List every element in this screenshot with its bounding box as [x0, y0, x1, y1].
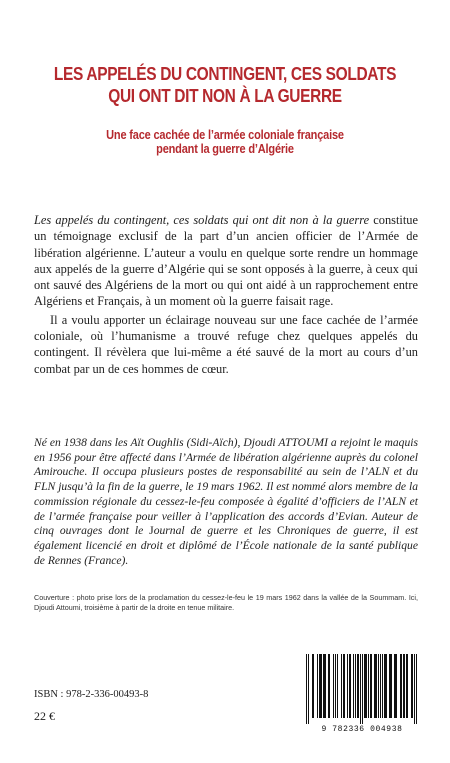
book-subtitle-line-1: Une face cachée de l’armée coloniale française — [106, 128, 344, 142]
barcode-bar — [328, 654, 330, 718]
barcode-bar — [382, 654, 383, 718]
bio-part-2: , il est également licencié en droit et diplômé de l’École nationale de la santé publique de Rennes (France). — [34, 524, 418, 567]
barcode-bar — [384, 654, 387, 718]
barcode-bar — [394, 654, 397, 718]
barcode-bar — [333, 654, 334, 718]
barcode-bar — [362, 654, 363, 724]
barcode-bar — [414, 654, 415, 724]
barcode-bar — [349, 654, 351, 718]
summary-paragraph-2: Il a voulu apporter un éclairage nouveau sur une face cachée de l’armée coloniale, où l’humanisme a trouvé refuge chez quelques appelés du contingent. Il révèlera que lui-même a été sauvé de la mort au cours d’un combat par un de ces hommes de cœur. — [34, 312, 418, 376]
barcode-bar — [357, 654, 359, 718]
bio-journal-initial: J — [149, 524, 154, 538]
author-biography — [34, 436, 418, 568]
barcode-bar — [306, 654, 307, 724]
barcode-bars-icon — [302, 654, 422, 724]
bio-chroniques-rest: hroniques de guerre — [284, 524, 384, 538]
bio-chroniques-initial: C — [276, 524, 285, 538]
barcode-bar — [374, 654, 377, 718]
barcode-bar — [355, 654, 356, 718]
barcode-digits: 9 782336 004938 — [321, 725, 403, 734]
summary-text — [34, 212, 418, 377]
barcode-bar — [308, 654, 309, 724]
barcode-bar — [360, 654, 361, 724]
barcode-bar — [411, 654, 413, 718]
barcode-bar — [323, 654, 326, 718]
barcode-bar — [389, 654, 392, 718]
barcode-bar — [353, 654, 354, 718]
barcode-bar — [406, 654, 408, 718]
book-title-line-1: LES APPELÉS DU CONTINGENT, CES SOLDATS — [53, 64, 397, 84]
barcode-bar — [403, 654, 405, 718]
isbn-number: ISBN : 978-2-336-00493-8 — [34, 689, 149, 700]
barcode-bar — [370, 654, 372, 718]
barcode-bar — [337, 654, 338, 718]
barcode-bar — [312, 654, 314, 718]
barcode-bar — [341, 654, 342, 718]
book-price: 22 € — [34, 709, 55, 723]
barcode-bar — [347, 654, 348, 718]
barcode-bar — [368, 654, 369, 718]
book-title — [49, 63, 402, 107]
barcode-bar — [343, 654, 345, 718]
summary-paragraph-1-body: constitue un témoignage exclusif de la part d’un ancien officier de l’Armée de libération algérienne. L’auteur a voulu en quelque sorte rendre un hommage aux appelés de la guerre d’Algérie qui se sont opposés à la guerre, à ceux qui ont sauvé des Algériens de la mort ou qui ont aidé à un rapprochement entre Algériens et Français, à un moment où la guerre faisait rage. — [34, 213, 418, 309]
barcode-bar — [400, 654, 402, 718]
summary-paragraph-1 — [34, 212, 418, 310]
book-subtitle — [45, 128, 406, 156]
barcode-bar — [317, 654, 318, 718]
book-subtitle-line-2: pendant la guerre d’Algérie — [156, 142, 294, 156]
barcode-bar — [380, 654, 381, 718]
barcode-bar — [319, 654, 322, 718]
barcode-bar — [378, 654, 379, 718]
summary-book-title: Les appelés du contingent, ces soldats qui ont dit non à la guerre — [34, 213, 370, 227]
bio-part-1: Né en 1938 dans les Aït Oughlis (Sidi-Aïch), Djoudi ATTOUMI a rejoint le maquis en 1956 pour être affecté dans l’Armée de libération algérienne auprès du colonel Amirouche. Il occupa plusieurs postes de responsabilité au sein de l’ALN et du FLN jusqu’à la fin de la guerre, le 19 mars 1962. Il est nommé alors membre de la commission régionale du cessez-le-feu composée à égalité d’officiers de l’ALN et de l’armée française pour veiller à l’application des accords d’Evian. Auteur de cinq ouvrages dont le — [34, 436, 418, 538]
barcode-bar — [364, 654, 367, 718]
bio-journal-rest: ournal de guerre et les — [153, 524, 277, 538]
barcode-bar — [416, 654, 417, 724]
barcode-bar — [335, 654, 336, 718]
book-title-line-2: QUI ONT DIT NON À LA GUERRE — [108, 86, 342, 106]
barcode — [302, 654, 422, 734]
cover-photo-caption: Couverture : photo prise lors de la proclamation du cessez-le-feu le 19 mars 1962 dans la vallée de la Soummam. Ici, Djoudi Attoumi, troisième à partir de la droite en tenue militaire. — [34, 593, 418, 612]
